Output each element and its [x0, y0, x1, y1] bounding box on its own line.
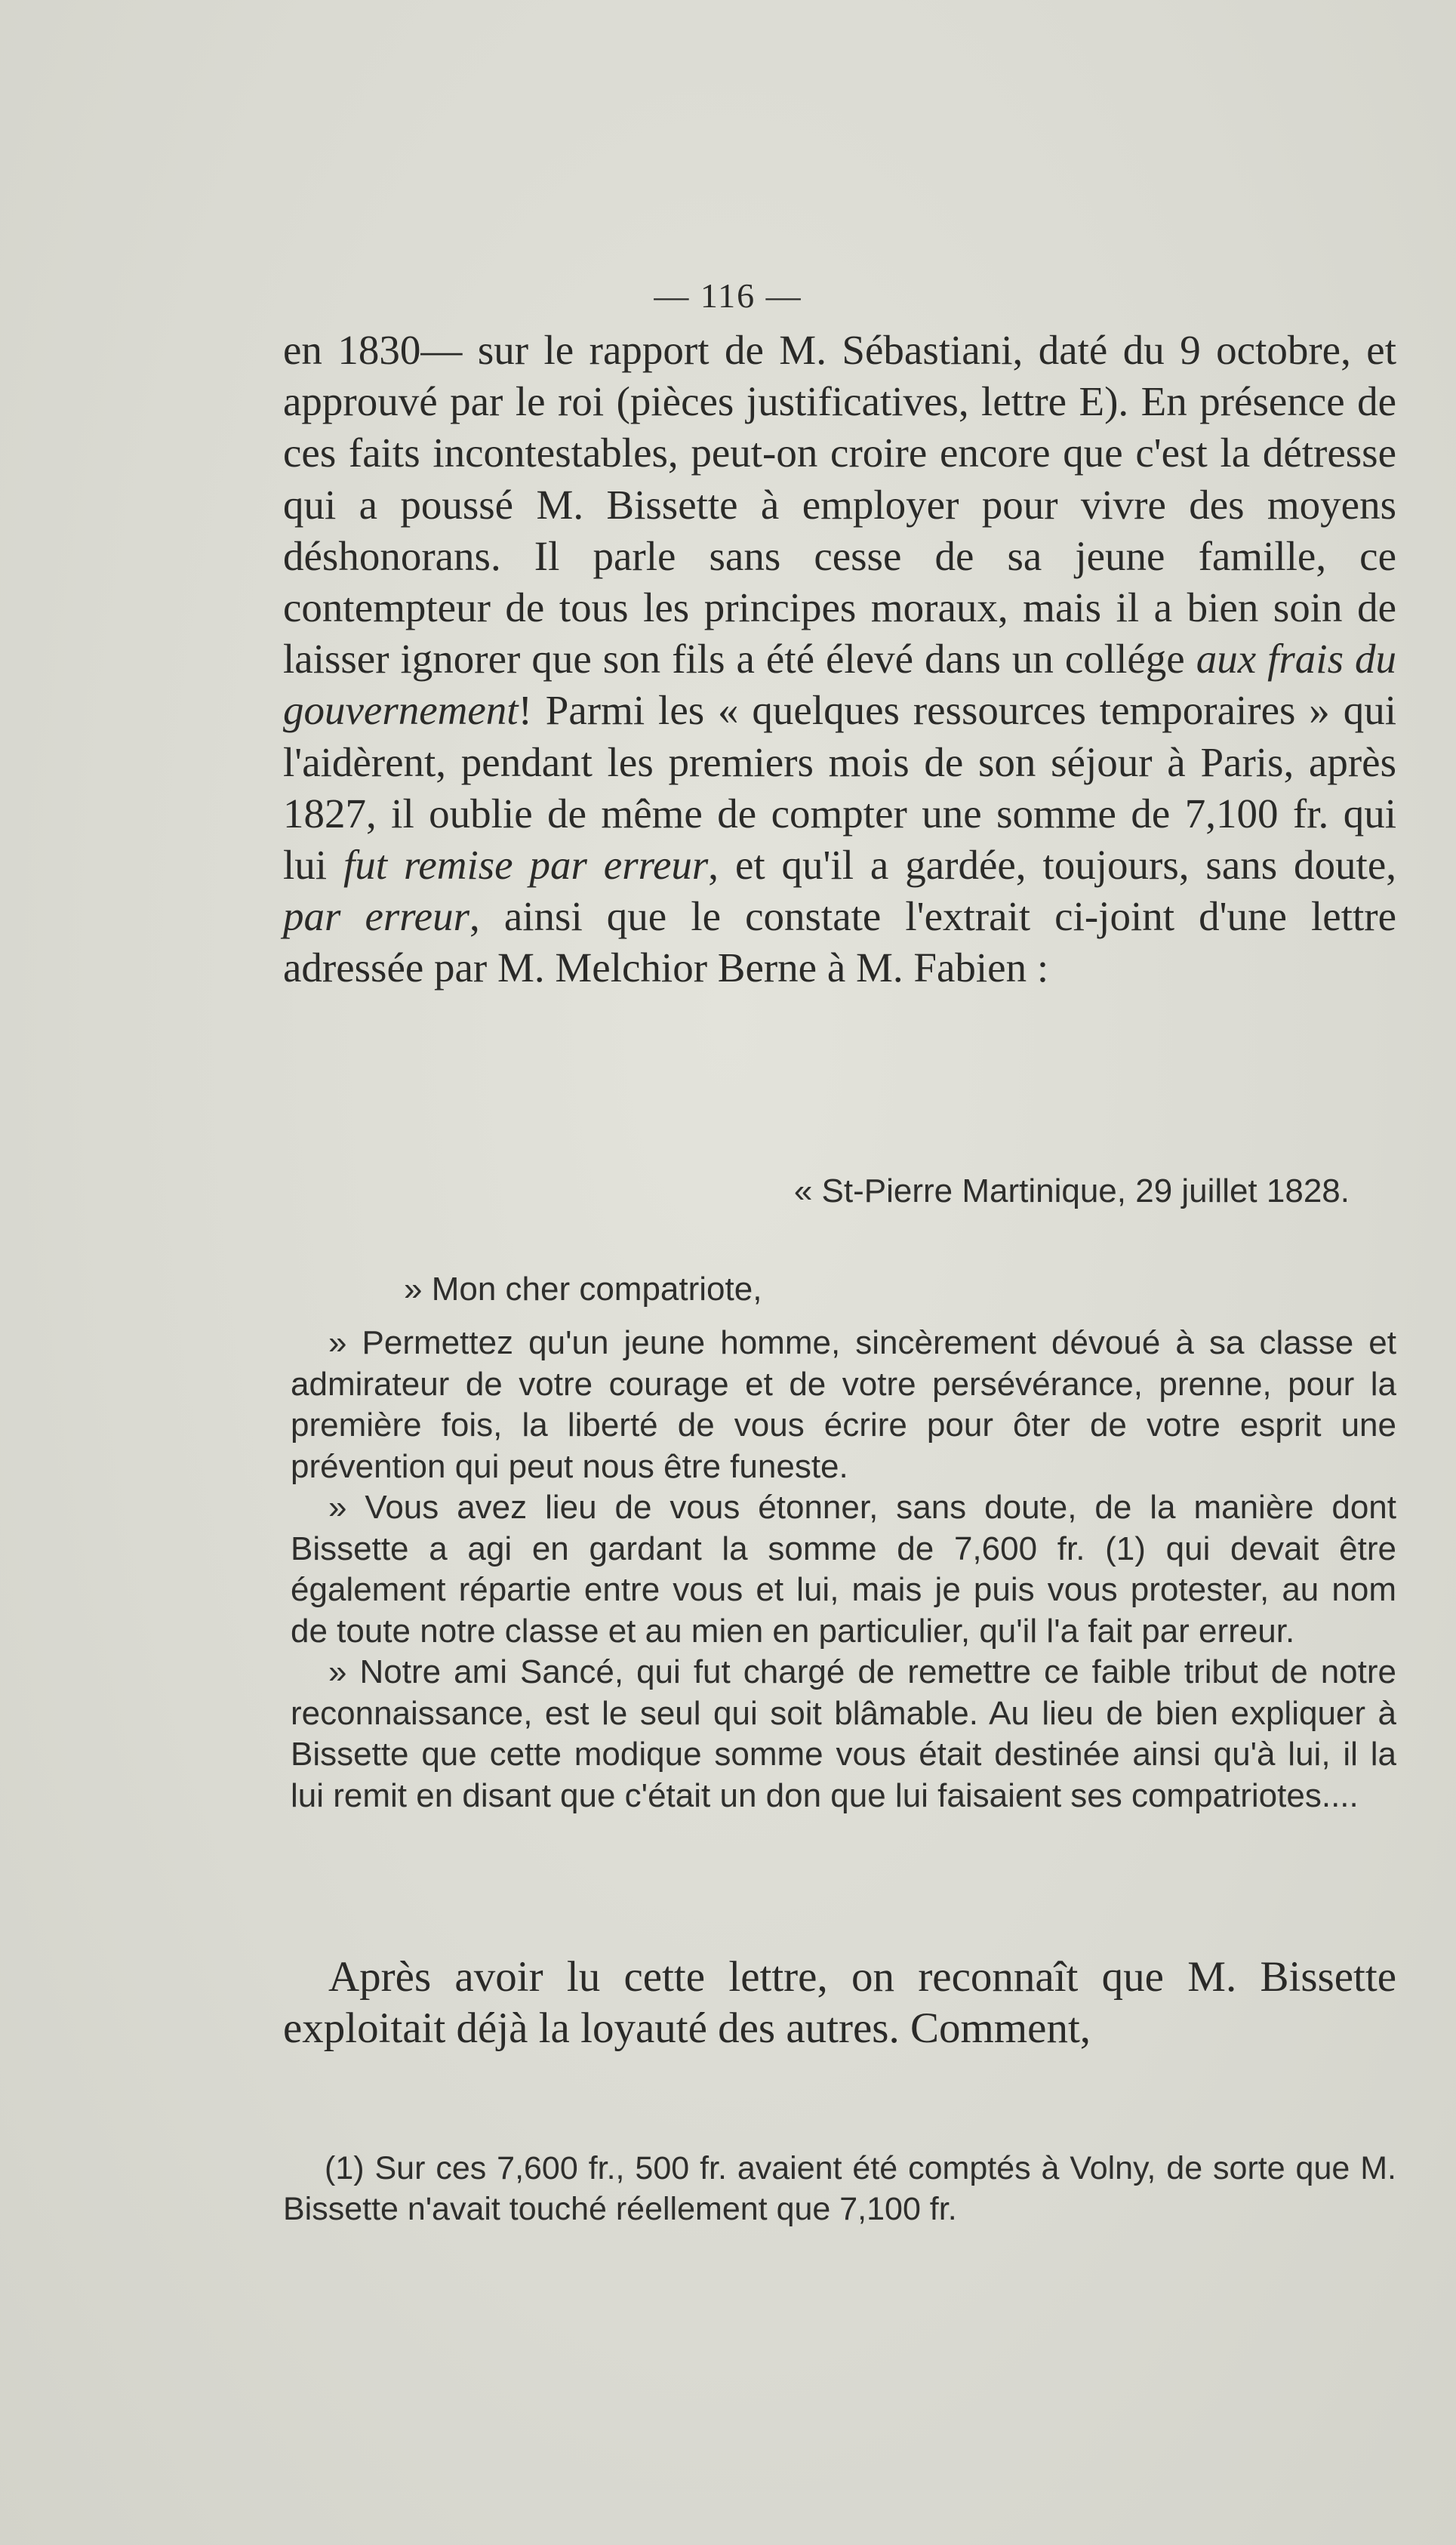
- letter-paragraph: » Permettez qu'un jeune homme, sincèrement dévoué à sa classe et admirateur de votre courage et de votre persévérance, prenne, pour la première fois, la liberté de vous écrire pour ôter de votre esprit une prévention qui peut nous être funeste.: [291, 1324, 1396, 1485]
- footnote: [283, 2148, 1396, 2229]
- letter-paragraph: » Vous avez lieu de vous étonner, sans doute, de la manière dont Bissette a agi en gardant la somme de 7,600 fr. (1) qui devait être également répartie entre vous et lui, mais je puis vous protester, au nom de toute notre classe et au mien en particulier, qu'il l'a fait par erreur.: [291, 1489, 1396, 1650]
- letter-date: « St-Pierre Martinique, 29 juillet 1828.: [793, 1172, 1350, 1209]
- footnote-text: (1) Sur ces 7,600 fr., 500 fr. avaient été comptés à Volny, de sorte que M. Bissette n'avait touché réellement que 7,100 fr.: [283, 2150, 1396, 2227]
- main-text-segment: en 1830— sur le rapport de M. Sébastiani, daté du 9 octobre, et approuvé par le roi (pièces justificatives, lettre E). En présence de ces faits incontestables, peut-on croire encore que c'est la détresse qui a poussé M. Bissette à employer pour vivre des moyens déshonorans. Il parle sans cesse de sa jeune famille, ce contempteur de tous les principes moraux, mais il a bien soin de laisser ignorer que son fils a été élevé dans un collége: [283, 327, 1396, 682]
- closing-paragraph-text: Après avoir lu cette lettre, on reconnaît que M. Bissette exploitait déjà la loyauté des autres. Comment,: [283, 1953, 1396, 2052]
- main-paragraph: [283, 325, 1396, 994]
- letter-body: [291, 1323, 1396, 1816]
- italic-phrase: fut remise par erreur: [343, 842, 709, 889]
- main-text-segment: ! Parmi les « quelques ressources temporaires » qui l'aidèrent, pendant les premiers mois de son séjour à Paris, après 1827, il oublie de même de compter une somme de 7,100 fr. qui lui: [283, 687, 1396, 889]
- letter-greeting: » Mon cher compatriote,: [404, 1271, 762, 1308]
- main-text-segment: , ainsi que le constate l'extrait ci-joint d'une lettre adressée par M. Melchior Berne à M. Fabien :: [283, 893, 1396, 991]
- italic-phrase: aux frais du gouvernement: [283, 636, 1397, 734]
- italic-phrase: par erreur: [283, 893, 469, 940]
- main-paragraph-text: [283, 325, 1396, 994]
- closing-paragraph: [283, 1952, 1396, 2054]
- main-text-segment: , et qu'il a gardée, toujours, sans doute,: [708, 842, 1396, 889]
- page-number: — 116 —: [654, 276, 802, 315]
- letter-paragraph: » Notre ami Sancé, qui fut chargé de remettre ce faible tribut de notre reconnaissance, est le seul qui soit blâmable. Au lieu de bien expliquer à Bissette que cette modique somme vous était destinée ainsi qu'à lui, il la lui remit en disant que c'était un don que lui faisaient ses compatriotes....: [291, 1653, 1396, 1814]
